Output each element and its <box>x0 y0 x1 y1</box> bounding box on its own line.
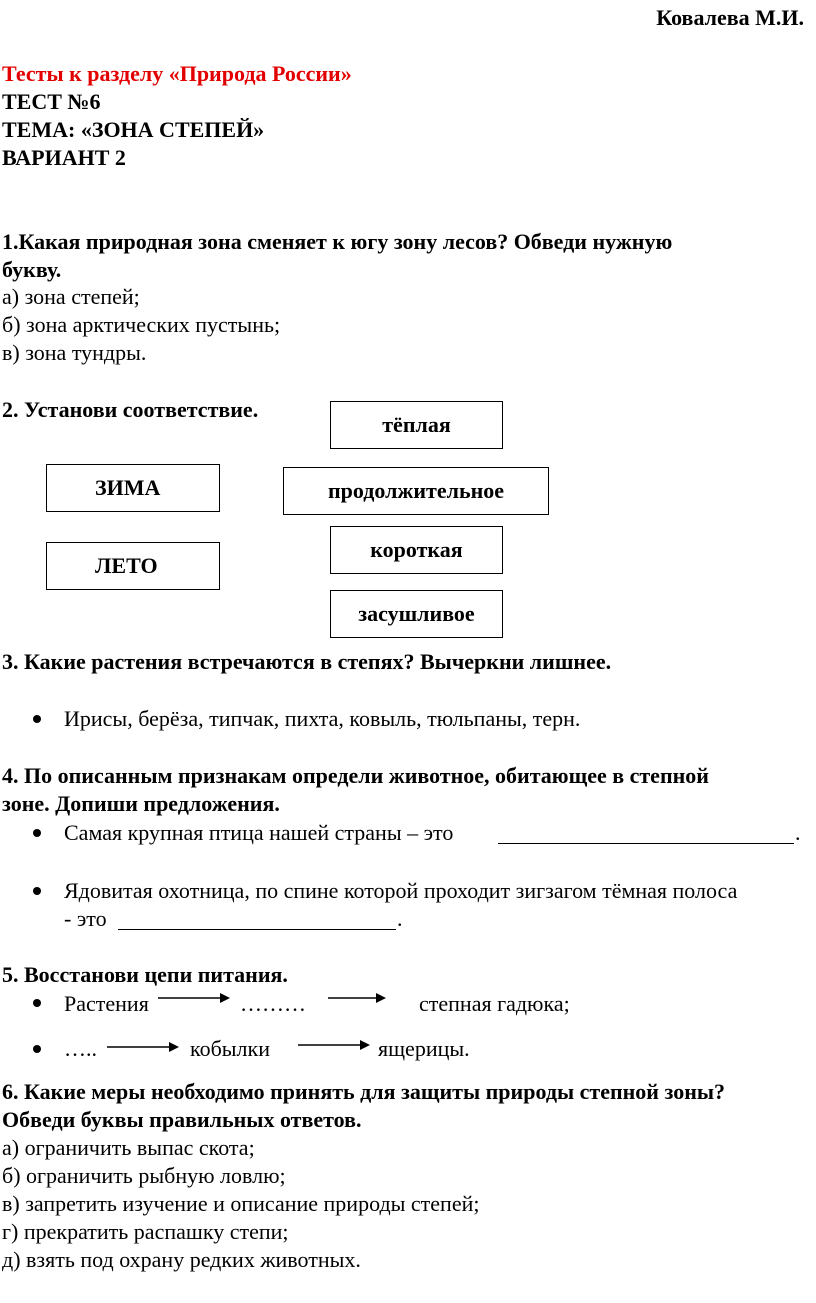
bullet-icon <box>33 715 41 723</box>
q1-option-a[interactable]: а) зона степей; <box>2 284 140 309</box>
chain2-item3: ящерицы. <box>378 1036 470 1061</box>
q1-question-line2: букву. <box>2 257 62 282</box>
arrow-right-icon <box>298 1039 370 1051</box>
chain1-blank[interactable]: ……… <box>240 991 306 1016</box>
q6-option-c[interactable]: в) запретить изучение и описание природы степей; <box>2 1191 480 1216</box>
match-box-long[interactable]: продолжительное <box>283 467 549 515</box>
q5-question: 5. Восстанови цепи питания. <box>2 962 288 987</box>
q4-item1-text: Самая крупная птица нашей страны – это <box>64 820 454 845</box>
test-number: ТЕСТ №6 <box>2 89 101 114</box>
q1-question-line1: 1.Какая природная зона сменяет к югу зону лесов? Обведи нужную <box>2 229 673 254</box>
chain1-item1: Растения <box>64 991 149 1016</box>
q4-answer-blank-1[interactable] <box>498 843 794 844</box>
q6-option-b[interactable]: б) ограничить рыбную ловлю; <box>2 1163 286 1188</box>
arrow-right-icon <box>328 992 386 1004</box>
bullet-icon <box>33 829 41 837</box>
test-variant: ВАРИАНТ 2 <box>2 145 126 170</box>
bullet-icon <box>33 1045 41 1053</box>
section-title: Тесты к разделу «Природа России» <box>2 61 352 86</box>
q4-item1-end: . <box>795 820 801 845</box>
arrow-right-icon <box>158 992 230 1004</box>
q6-option-a[interactable]: а) ограничить выпас скота; <box>2 1135 255 1160</box>
q2-question: 2. Установи соответствие. <box>2 397 259 422</box>
q6-question-line2: Обведи буквы правильных ответов. <box>2 1107 362 1132</box>
bullet-icon <box>33 999 41 1007</box>
author-name: Ковалева М.И. <box>656 5 804 30</box>
q1-option-b[interactable]: б) зона арктических пустынь; <box>2 312 281 337</box>
chain2-blank[interactable]: ….. <box>64 1036 97 1061</box>
q6-question-line1: 6. Какие меры необходимо принять для защиты природы степной зоны? <box>2 1079 726 1104</box>
q4-answer-blank-2[interactable] <box>118 929 396 930</box>
q4-question-line1: 4. По описанным признакам определи животное, обитающее в степной <box>2 763 709 788</box>
chain1-item3: степная гадюка; <box>419 991 570 1016</box>
q4-item2-end: . <box>397 906 403 931</box>
match-box-dry[interactable]: засушливое <box>330 590 503 638</box>
q3-question: 3. Какие растения встречаются в степях? Вычеркни лишнее. <box>2 649 612 674</box>
match-box-summer[interactable]: ЛЕТО <box>46 542 220 590</box>
arrow-right-icon <box>107 1041 179 1053</box>
bullet-icon <box>33 887 41 895</box>
q4-question-line2: зоне. Допиши предложения. <box>2 791 280 816</box>
q6-option-e[interactable]: д) взять под охрану редких животных. <box>2 1247 361 1272</box>
match-box-warm[interactable]: тёплая <box>330 401 503 449</box>
match-box-short[interactable]: короткая <box>330 526 503 574</box>
q3-plant-list[interactable]: Ирисы, берёза, типчак, пихта, ковыль, тюльпаны, терн. <box>64 706 581 731</box>
match-box-winter[interactable]: ЗИМА <box>46 464 220 512</box>
q4-item2-line1: Ядовитая охотница, по спине которой проходит зигзагом тёмная полоса <box>64 878 738 903</box>
q4-item2-line2: - это <box>64 906 107 931</box>
chain2-item2: кобылки <box>190 1036 270 1061</box>
q6-option-d[interactable]: г) прекратить распашку степи; <box>2 1219 289 1244</box>
q1-option-c[interactable]: в) зона тундры. <box>2 340 147 365</box>
test-topic: ТЕМА: «ЗОНА СТЕПЕЙ» <box>2 117 265 142</box>
